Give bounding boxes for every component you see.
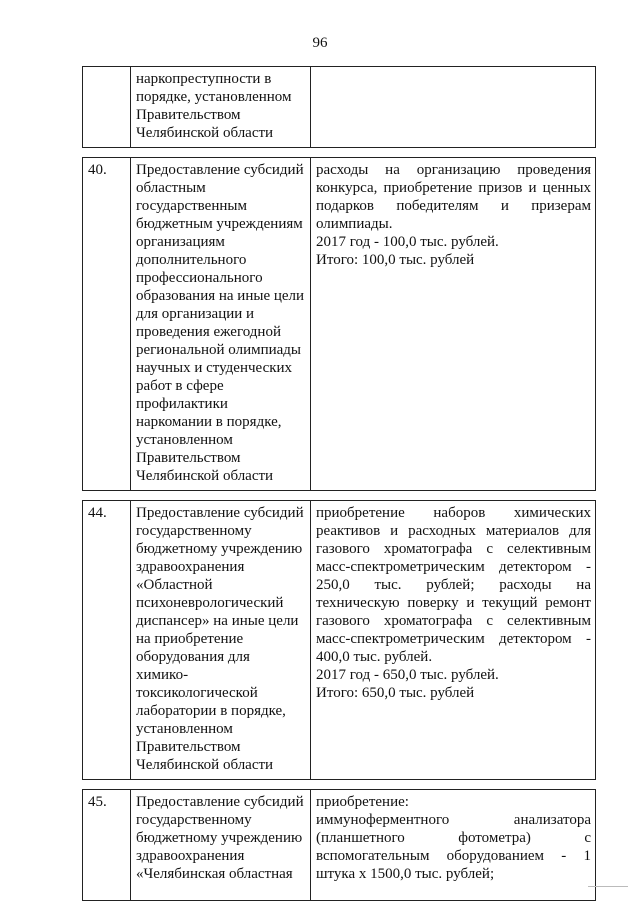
description-line: штука x 1500,0 тыс. рублей; (316, 866, 495, 882)
table-row (83, 158, 596, 491)
description-line: конкурса, приобретение призов и ценных (316, 180, 591, 196)
row-separator (83, 491, 596, 501)
subject-line: лаборатории в порядке, (136, 703, 286, 719)
subject-line: государственному (136, 812, 252, 828)
subject-line: диспансер» на иные цели (136, 613, 299, 629)
subject-line: организациям (136, 234, 225, 250)
description-line: иммуноферментного анализатора (316, 812, 591, 828)
subject-line: проведения ежегодной (136, 324, 281, 340)
description-line: расходы на организацию проведения (316, 162, 591, 178)
subject-line: Предоставление субсидий (136, 794, 304, 810)
subject-cell (131, 790, 311, 901)
subject-line: оборудования для (136, 649, 250, 665)
description-cell (311, 790, 596, 901)
row-number-cell: 40. (83, 158, 131, 491)
subject-line: профилактики (136, 396, 228, 412)
description-line: вспомогательным оборудованием - 1 (316, 848, 591, 864)
total-line: Итого: 100,0 тыс. рублей (316, 252, 475, 268)
row-gap (83, 491, 596, 501)
table-row (83, 790, 596, 901)
subject-line: психоневрологический (136, 595, 284, 611)
subject-cell (131, 67, 311, 148)
subject-line: бюджетным учреждениям (136, 216, 303, 232)
subject-line: государственным (136, 198, 247, 214)
description-line: масс-спектрометрическим детектором - (316, 559, 591, 575)
subject-cell (131, 501, 311, 780)
description-line: (планшетного фотометра) с (316, 830, 591, 846)
subject-line: Правительством (136, 739, 241, 755)
page-number: 96 (312, 35, 328, 51)
subject-line: здравоохранения (136, 559, 245, 575)
description-line: подарков победителям и призерам (316, 198, 591, 214)
table-row (83, 67, 596, 148)
subject-line: порядке, установленном (136, 89, 292, 105)
description-cell (311, 158, 596, 491)
subject-line: региональной олимпиады (136, 342, 302, 358)
row-number-cell (83, 67, 131, 148)
row-gap (83, 148, 596, 158)
subject-line: Челябинской области (136, 757, 274, 773)
subject-line: образования на иные цели (136, 288, 305, 304)
subject-line: для организации и (136, 306, 255, 322)
subject-line: Правительством (136, 107, 241, 123)
subject-line: химико- (136, 667, 189, 683)
description-line: техническую поверку и текущий ремонт (316, 595, 591, 611)
description-line: газового хроматографа с селективным (316, 613, 591, 629)
description-cell (311, 67, 596, 148)
table-row (83, 501, 596, 780)
subject-line: работ в сфере (136, 378, 224, 394)
subject-line: «Челябинская областная (136, 866, 293, 882)
description-cell (311, 501, 596, 780)
description-line: масс-спектрометрическим детектором - (316, 631, 591, 647)
subject-line: наркопреступности в (136, 71, 272, 87)
year-amount-line: 2017 год - 650,0 тыс. рублей. (316, 667, 499, 683)
subject-cell (131, 158, 311, 491)
subject-line: Челябинской области (136, 125, 274, 141)
subject-line: дополнительного (136, 252, 247, 268)
total-line: Итого: 650,0 тыс. рублей (316, 685, 475, 701)
row-gap (83, 780, 596, 790)
subject-line: областным (136, 180, 206, 196)
year-amount-line: 2017 год - 100,0 тыс. рублей. (316, 234, 499, 250)
description-line: олимпиады. (316, 216, 393, 232)
row-separator (83, 780, 596, 790)
subject-line: «Областной (136, 577, 213, 593)
subject-line: бюджетному учреждению (136, 830, 303, 846)
description-line: 400,0 тыс. рублей. (316, 649, 433, 665)
subject-line: на приобретение (136, 631, 244, 647)
row-separator (83, 148, 596, 158)
subject-line: бюджетному учреждению (136, 541, 303, 557)
description-line: реактивов и расходных материалов для (316, 523, 591, 539)
subject-line: Предоставление субсидий (136, 162, 304, 178)
subject-line: токсикологической (136, 685, 258, 701)
subject-line: научных и студенческих (136, 360, 293, 376)
subject-line: профессионального (136, 270, 263, 286)
subject-line: Правительством (136, 450, 241, 466)
row-number-cell: 45. (83, 790, 131, 901)
description-line: приобретение наборов химических (316, 505, 591, 521)
description-line: газового хроматографа с селективным (316, 541, 591, 557)
subject-line: государственному (136, 523, 252, 539)
row-number-cell: 44. (83, 501, 131, 780)
subject-line: Челябинской области (136, 468, 274, 484)
subsidy-table (82, 66, 596, 901)
cut-spacer (136, 883, 306, 895)
subject-line: Предоставление субсидий (136, 505, 304, 521)
description-line: 250,0 тыс. рублей; расходы на (316, 577, 591, 593)
subject-line: наркомании в порядке, (136, 414, 282, 430)
scan-artifact (588, 886, 628, 887)
subject-line: установленном (136, 721, 233, 737)
subject-line: здравоохранения (136, 848, 245, 864)
subject-line: установленном (136, 432, 233, 448)
description-line: приобретение: (316, 794, 409, 810)
